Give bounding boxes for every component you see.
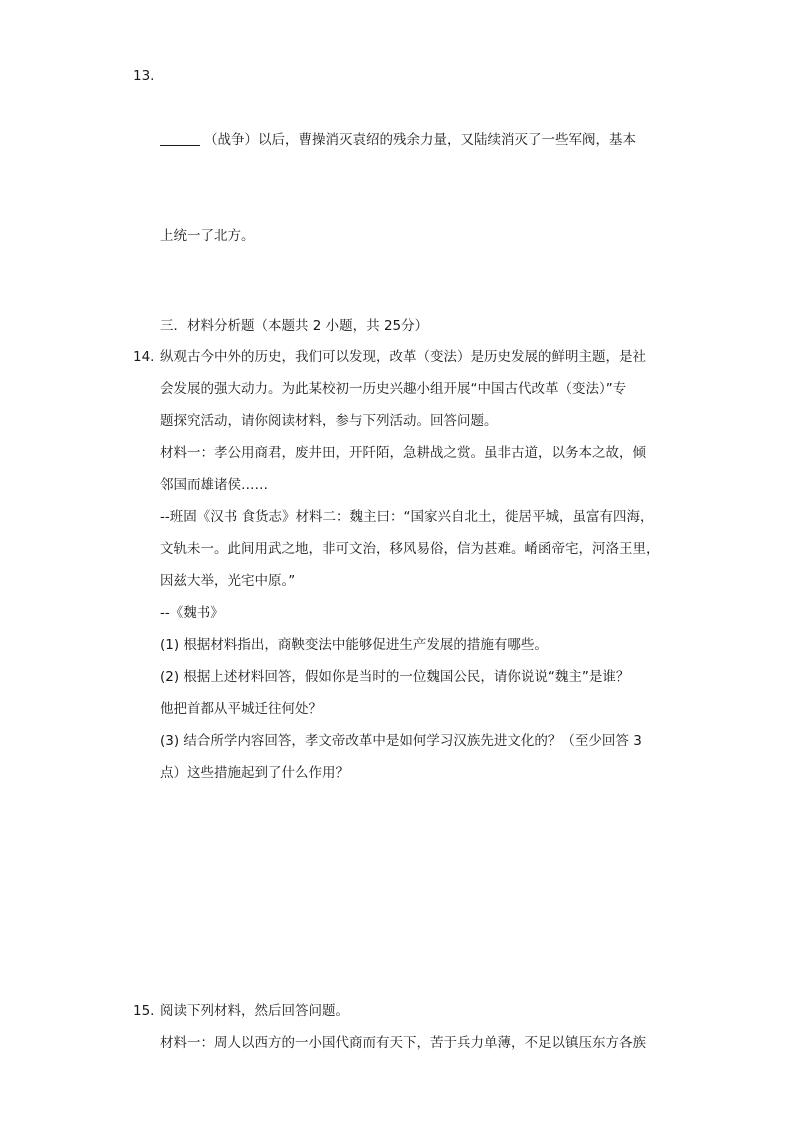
question-14-text <box>160 341 660 789</box>
question-14-number: 14. <box>133 349 155 365</box>
question-15-number: 15. <box>133 1003 155 1019</box>
answer-blank[interactable] <box>160 127 200 146</box>
question-13-number: 13. <box>133 68 155 84</box>
q14-line: 会发展的强大动力。为此某校初一历史兴趣小组开展“中国古代改革（变法）”专 <box>160 381 627 397</box>
q14-line: 邻国而雄诸侯…… <box>160 477 268 493</box>
q14-line: 文轨未一。此间用武之地，非可文治，移风易俗，信为甚难。崤函帝宅，河洛王里， <box>160 541 660 557</box>
q14-line: (2) 根据上述材料回答，假如你是当时的一位魏国公民，请你说说“魏主”是谁？ <box>160 669 630 685</box>
question-13-line-1 <box>160 124 660 156</box>
q14-line: 材料一：孝公用商君，废井田，开阡陌，急耕战之赏。虽非古道，以务本之故，倾 <box>160 445 646 461</box>
q14-line: 因兹大举，光宅中原。” <box>160 573 296 589</box>
q14-line: (1) 根据材料指出，商鞅变法中能够促进生产发展的措施有哪些。 <box>160 637 548 653</box>
q14-line: --《魏书》 <box>160 605 224 621</box>
question-13-line-1-text: （战争）以后，曹操消灭袁绍的残余力量，又陆续消灭了一些军阀，基本 <box>204 132 636 148</box>
q15-line: 阅读下列材料，然后回答问题。 <box>160 1003 349 1019</box>
question-15-text <box>160 995 660 1059</box>
q14-line: 题探究活动，请你阅读材料，参与下列活动。回答问题。 <box>160 413 498 429</box>
q14-line: 点）这些措施起到了什么作用？ <box>160 765 349 781</box>
section-3-heading: 三．材料分析题（本题共 2 小题，共 25分） <box>160 318 429 334</box>
q15-line: 材料一：周人以西方的一小国代商而有天下，苦于兵力单薄，不足以镇压东方各族 <box>160 1035 646 1051</box>
q14-line: --班固《汉书 食货志》材料二：魏主曰：“国家兴自北土，徙居平城，虽富有四海， <box>160 509 654 525</box>
q14-line: (3) 结合所学内容回答，孝文帝改革中是如何学习汉族先进文化的？（至少回答 3 <box>160 733 642 749</box>
question-13-line-2: 上统一了北方。 <box>160 228 255 244</box>
question-13-text <box>160 60 660 316</box>
q14-line: 他把首都从平城迁往何处？ <box>160 701 322 717</box>
q14-line: 纵观古今中外的历史，我们可以发现，改革（变法）是历史发展的鲜明主题，是社 <box>160 349 646 365</box>
